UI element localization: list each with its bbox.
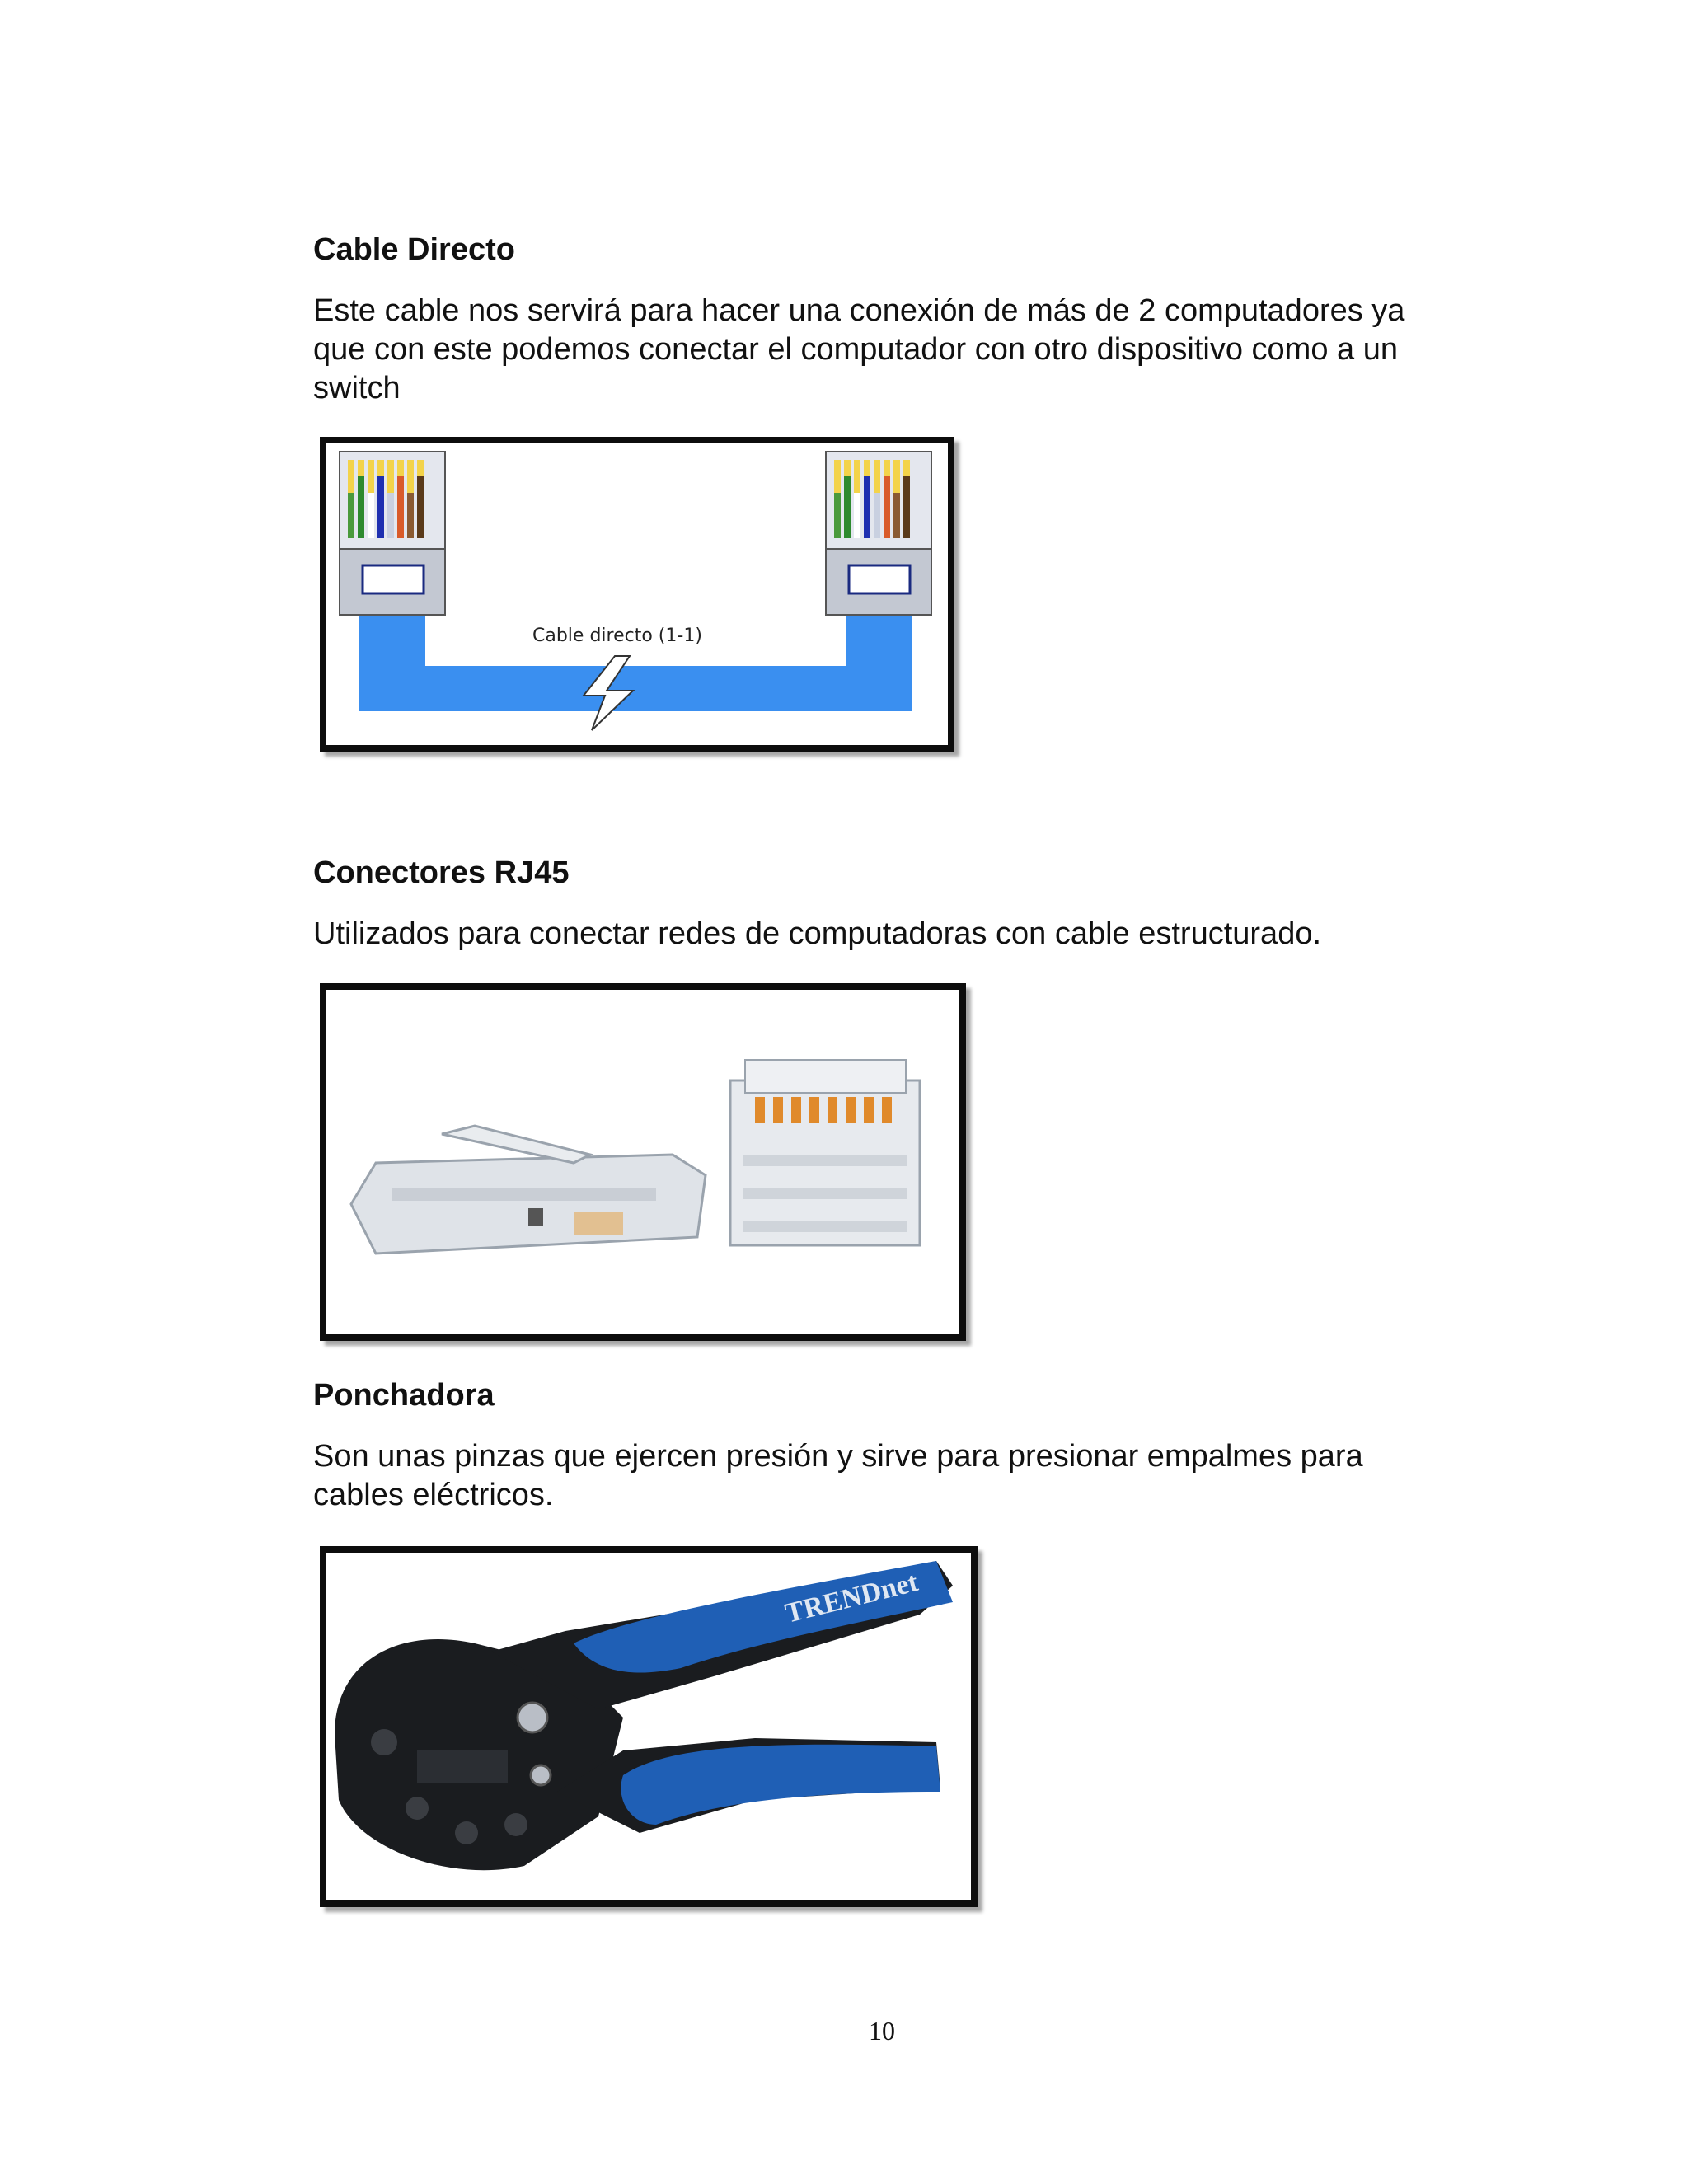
- crimper-svg: [326, 1553, 971, 1900]
- section-heading-cable-directo: Cable Directo: [313, 232, 515, 267]
- cable-horizontal: [359, 666, 912, 711]
- rj45-connectors-photo: [320, 983, 966, 1341]
- cable-diagram-label: Cable directo (1-1): [532, 626, 702, 646]
- rj45-connectors-svg: [326, 990, 959, 1334]
- section-heading-conectores-rj45: Conectores RJ45: [313, 855, 570, 890]
- straight-cable-diagram: [320, 437, 954, 752]
- rj45-right-connector: [826, 452, 931, 615]
- crimper-photo: [320, 1546, 978, 1907]
- section-text-conectores-rj45: Utilizados para conectar redes de computadoras con cable estructurado.: [313, 916, 1322, 951]
- crimper-pivot: [518, 1703, 547, 1732]
- section-text-ponchadora: Son unas pinzas que ejercen presión y sirve para presionar empalmes para cables eléctricos.: [313, 1439, 1363, 1512]
- rj45-connector-front: [730, 1060, 920, 1245]
- rj45-connector-side: [351, 1126, 706, 1254]
- page-number: 10: [869, 2016, 895, 2046]
- crimper-brand-label: TRENDnet: [781, 1567, 921, 1629]
- section-heading-ponchadora: Ponchadora: [313, 1378, 495, 1413]
- straight-cable-svg: [326, 443, 948, 745]
- section-text-cable-directo: Este cable nos servirá para hacer una conexión de más de 2 computadores ya que con este podemos conectar el computador con otro dispositivo como a un switch: [313, 293, 1405, 405]
- rj45-left-connector: [340, 452, 445, 615]
